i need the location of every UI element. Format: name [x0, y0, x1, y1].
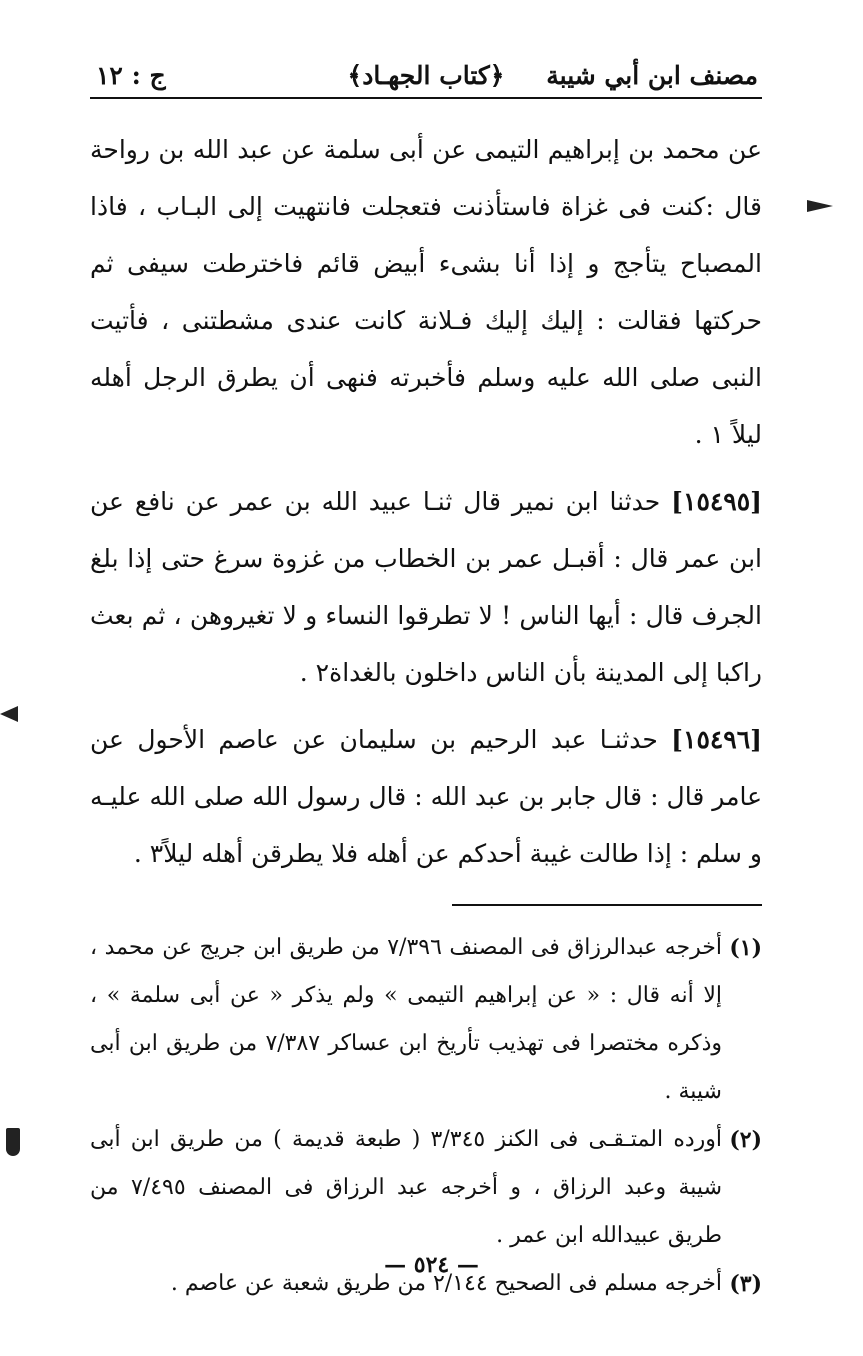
footnote	[90, 1116, 762, 1260]
paragraph	[90, 121, 762, 463]
margin-arrow-icon	[807, 200, 833, 212]
paragraph-text: حدثنا ابن نمير قال ثنـا عبيد الله بن عمر عن نافع عن ابن عمر قال : أقبـل عمر بن الخطاب من غزوة سرغ حتى إذا بلغ الجرف قال : أيها الناس ! لا تطرقوا النساء و لا تغيروهن ، ثم بعث راكبا إلى المدينة بأن الناس داخلون بالغداة٢ .	[90, 487, 762, 687]
book-title: مصنف ابن أبي شيبة	[546, 61, 758, 90]
paragraph	[90, 473, 762, 701]
running-header	[90, 55, 762, 99]
footnotes	[90, 924, 762, 1308]
chapter-title: ﴿كتاب الجهـاد﴾	[347, 61, 505, 90]
margin-clip-icon	[6, 1128, 20, 1156]
paragraph	[90, 711, 762, 882]
footnote-text: أورده المتـقـى فى الكنز ٣/٣٤٥ ( طبعة قديمة ) من طريق ابن أبى شيبة وعبد الرزاق ، و أخرجه عبد الرزاق فى المصنف ٧/٤٩٥ من طريق عبيدالله ابن عمر .	[90, 1127, 723, 1248]
footnote	[90, 924, 762, 1116]
page-number: — ٥٢٤ —	[384, 1252, 479, 1278]
volume-number: ج : ١٢	[96, 61, 166, 90]
book-page	[90, 55, 762, 1305]
footnote-text: أخرجه عبدالرزاق فى المصنف ٧/٣٩٦ من طريق ابن جريج عن محمد ، إلا أنه قال : « عن إبراهيم التيمى » ولم يذكر « عن أبى سلمة » ، وذكره مختصرا فى تهذيب تأريخ ابن عساكر ٧/٣٨٧ من طريق ابن أبى شيبة .	[90, 935, 723, 1104]
main-text	[90, 121, 762, 882]
footnote-number: (٢)	[729, 1127, 762, 1153]
margin-arrow-icon	[0, 706, 18, 722]
paragraph-text: حدثنـا عبد الرحيم بن سليمان عن عاصم الأحول عن عامر قال : قال جابر بن عبد الله : قال رسول الله صلى الله عليـه و سلم : إذا طالت غيبة أحدكم عن أهله فلا يطرقن أهله ليلاً٣ .	[90, 725, 762, 868]
footnote-text: أخرجه مسلم فى الصحيح ٢/١٤٤ من طريق شعبة عن عاصم .	[170, 1271, 722, 1296]
footnote-number: (٣)	[729, 1271, 762, 1297]
hadith-number: [١٥٤٩٥]	[671, 487, 762, 516]
footnote-divider	[452, 904, 762, 906]
hadith-number: [١٥٤٩٦]	[671, 725, 762, 754]
footnote-number: (١)	[729, 935, 762, 961]
paragraph-text: عن محمد بن إبراهيم التيمى عن أبى سلمة عن عبد الله بن رواحة قال :كنت فى غزاة فاستأذنت فتعجلت فانتهيت إلى البـاب ، فاذا المصباح يتأجج و إذا أنا بشىء أبيض قائم فاخترطت سيفى ثم حركتها فقالت : إليك إليك فـلانة كانت عندى مشطتنى ، فأتيت النبى صلى الله عليه وسلم فأخبرته فنهى أن يطرق الرجل أهله ليلاً ١ .	[90, 135, 762, 449]
